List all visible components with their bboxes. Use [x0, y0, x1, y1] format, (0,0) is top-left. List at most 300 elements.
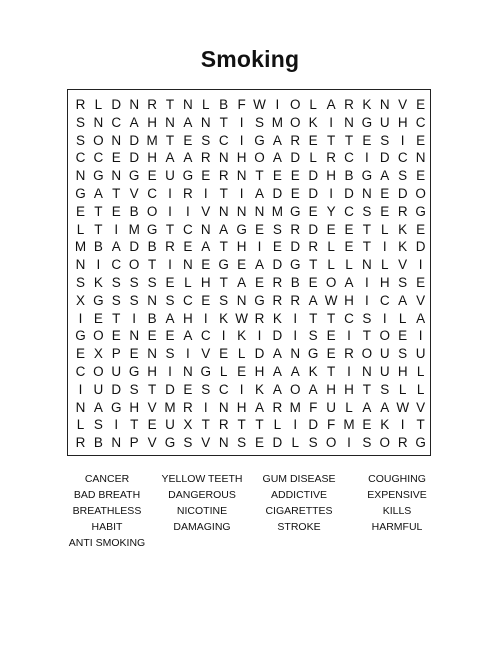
- grid-letter: G: [75, 328, 86, 344]
- grid-row: [68, 415, 430, 434]
- grid-letter: T: [165, 221, 175, 237]
- grid-letter: E: [344, 239, 354, 255]
- grid-letter: B: [147, 239, 157, 255]
- grid-letter: B: [93, 435, 103, 451]
- grid-letter: W: [253, 97, 266, 112]
- grid-letter: R: [75, 435, 86, 451]
- word-list-item: YELLOW TEETH: [161, 473, 243, 485]
- grid-letter: N: [236, 203, 247, 219]
- grid-row: [68, 433, 430, 452]
- grid-letter: W: [235, 310, 248, 326]
- word-list-item: DAMAGING: [173, 521, 231, 533]
- grid-letter: T: [362, 328, 372, 344]
- grid-letter: G: [415, 203, 426, 219]
- grid-letter: T: [219, 239, 228, 255]
- word-list-item: ADDICTIVE: [270, 489, 327, 501]
- grid-letter: H: [129, 399, 140, 415]
- grid-letter: S: [362, 435, 372, 451]
- grid-letter: N: [415, 150, 426, 166]
- grid-letter: I: [203, 310, 208, 326]
- grid-letter: I: [186, 346, 190, 362]
- grid-letter: A: [93, 399, 103, 415]
- grid-letter: S: [111, 275, 121, 290]
- grid-letter: E: [111, 328, 121, 344]
- grid-letter: S: [201, 381, 211, 397]
- grid-letter: A: [416, 310, 426, 326]
- grid-letter: W: [324, 292, 338, 308]
- grid-letter: T: [201, 417, 210, 433]
- grid-letter: H: [344, 292, 354, 308]
- grid-letter: E: [201, 168, 211, 184]
- grid-letter: P: [111, 346, 121, 362]
- grid-letter: N: [218, 150, 229, 166]
- grid-letter: R: [183, 399, 193, 415]
- grid-letter: R: [272, 275, 283, 290]
- grid-letter: N: [111, 168, 122, 184]
- grid-letter: S: [362, 310, 372, 326]
- grid-letter: T: [309, 310, 318, 326]
- grid-letter: G: [75, 186, 86, 201]
- grid-letter: C: [75, 364, 86, 379]
- grid-letter: N: [344, 114, 354, 130]
- grid-letter: G: [415, 435, 426, 451]
- grid-letter: T: [416, 417, 425, 433]
- grid-letter: H: [326, 381, 336, 397]
- word-list-item: ANTI SMOKING: [68, 537, 146, 549]
- grid-letter: L: [381, 257, 389, 273]
- grid-letter: D: [415, 239, 426, 255]
- grid-letter: D: [290, 150, 301, 166]
- grid-letter: A: [254, 257, 264, 273]
- grid-letter: F: [326, 417, 336, 433]
- grid-letter: L: [291, 435, 300, 451]
- grid-letter: R: [397, 203, 408, 219]
- grid-letter: D: [272, 435, 283, 451]
- grid-letter: T: [362, 381, 372, 397]
- grid-letter: L: [398, 310, 407, 326]
- grid-letter: R: [272, 292, 283, 308]
- grid-letter: E: [147, 168, 157, 184]
- grid-letter: I: [114, 417, 119, 433]
- grid-letter: L: [327, 257, 335, 273]
- grid-letter: E: [183, 239, 193, 255]
- grid-letter: S: [398, 275, 408, 290]
- grid-letter: C: [415, 114, 426, 130]
- grid-letter: M: [74, 239, 87, 255]
- grid-letter: E: [237, 257, 247, 273]
- grid-letter: A: [308, 292, 318, 308]
- grid-letter: L: [76, 417, 85, 433]
- grid-letter: I: [382, 310, 387, 326]
- grid-letter: H: [397, 114, 408, 130]
- grid-letter: D: [254, 346, 265, 362]
- grid-letter: H: [236, 150, 247, 166]
- grid-letter: M: [146, 132, 158, 148]
- grid-letter: H: [200, 275, 211, 290]
- grid-letter: K: [219, 310, 229, 326]
- grid-letter: E: [147, 328, 157, 344]
- grid-row: [68, 237, 430, 256]
- grid-letter: E: [254, 221, 264, 237]
- grid-letter: H: [236, 239, 247, 255]
- grid-letter: D: [344, 186, 354, 201]
- grid-letter: N: [75, 399, 86, 415]
- grid-letter: G: [111, 399, 122, 415]
- grid-letter: V: [416, 292, 426, 308]
- grid-letter: G: [254, 292, 265, 308]
- grid-letter: X: [183, 417, 193, 433]
- grid-letter: N: [254, 203, 265, 219]
- grid-letter: H: [236, 399, 247, 415]
- grid-letter: E: [75, 346, 85, 362]
- grid-letter: N: [111, 132, 122, 148]
- grid-letter: E: [380, 186, 390, 201]
- grid-letter: G: [218, 257, 229, 273]
- grid-letter: T: [344, 132, 354, 148]
- grid-letter: E: [147, 417, 157, 433]
- grid-row: [68, 309, 430, 328]
- grid-letter: A: [398, 292, 408, 308]
- grid-letter: D: [397, 186, 408, 201]
- grid-letter: E: [201, 257, 211, 273]
- grid-letter: E: [254, 275, 264, 290]
- grid-letter: G: [254, 132, 265, 148]
- grid-letter: A: [254, 399, 264, 415]
- grid-letter: V: [147, 435, 157, 451]
- grid-letter: G: [146, 221, 158, 237]
- grid-letter: E: [416, 132, 426, 148]
- grid-letter: G: [361, 114, 373, 130]
- grid-letter: E: [308, 203, 318, 219]
- grid-row: [68, 380, 430, 399]
- grid-letter: G: [200, 364, 212, 379]
- grid-letter: N: [147, 346, 157, 362]
- grid-letter: O: [290, 114, 301, 130]
- grid-letter: H: [344, 381, 354, 397]
- grid-letter: S: [75, 275, 85, 290]
- grid-letter: E: [290, 186, 300, 201]
- grid-letter: A: [219, 221, 229, 237]
- grid-letter: M: [289, 399, 301, 415]
- grid-letter: R: [254, 310, 265, 326]
- grid-letter: T: [219, 275, 228, 290]
- grid-letter: A: [165, 310, 175, 326]
- grid-letter: O: [379, 328, 391, 344]
- grid-letter: E: [308, 275, 318, 290]
- grid-letter: D: [272, 257, 283, 273]
- grid-letter: D: [111, 97, 122, 112]
- grid-letter: O: [93, 364, 104, 379]
- grid-letter: T: [326, 310, 336, 326]
- word-list-item: COUGHING: [368, 473, 426, 485]
- grid-letter: V: [129, 186, 139, 201]
- grid-letter: N: [200, 114, 211, 130]
- grid-letter: O: [128, 257, 140, 273]
- grid-letter: N: [111, 435, 122, 451]
- grid-letter: S: [75, 114, 85, 130]
- grid-letter: R: [75, 97, 86, 112]
- grid-letter: A: [254, 186, 264, 201]
- grid-letter: T: [147, 257, 157, 273]
- grid-letter: N: [236, 292, 247, 308]
- grid-letter: T: [130, 417, 139, 433]
- grid-letter: S: [272, 221, 282, 237]
- grid-letter: C: [218, 132, 229, 148]
- word-list-item: DANGEROUS: [168, 489, 236, 501]
- grid-letter: X: [75, 292, 85, 308]
- grid-letter: R: [218, 417, 229, 433]
- grid-letter: C: [183, 292, 193, 308]
- grid-letter: R: [397, 435, 408, 451]
- grid-letter: E: [254, 435, 264, 451]
- grid-letter: A: [290, 364, 300, 379]
- grid-letter: R: [183, 186, 193, 201]
- grid-letter: U: [379, 346, 390, 362]
- grid-letter: D: [308, 221, 319, 237]
- grid-letter: I: [257, 239, 262, 255]
- grid-letter: E: [165, 328, 175, 344]
- grid-letter: T: [326, 364, 336, 379]
- grid-letter: I: [186, 203, 190, 219]
- grid-letter: A: [308, 381, 318, 397]
- grid-letter: A: [380, 399, 390, 415]
- grid-letter: S: [380, 381, 390, 397]
- word-search-grid: [67, 89, 431, 456]
- grid-letter: I: [329, 186, 333, 201]
- grid-letter: N: [183, 364, 193, 379]
- grid-letter: G: [182, 168, 194, 184]
- grid-letter: U: [415, 346, 426, 362]
- grid-letter: A: [183, 328, 193, 344]
- grid-letter: I: [293, 417, 298, 433]
- grid-letter: E: [344, 221, 354, 237]
- grid-letter: S: [165, 346, 175, 362]
- grid-letter: T: [237, 417, 246, 433]
- grid-letter: D: [308, 186, 319, 201]
- grid-letter: R: [218, 168, 229, 184]
- grid-letter: A: [272, 346, 282, 362]
- word-list-item: CANCER: [84, 473, 130, 485]
- grid-letter: D: [111, 381, 122, 397]
- grid-letter: O: [361, 346, 373, 362]
- grid-letter: E: [129, 346, 139, 362]
- grid-letter: L: [416, 364, 425, 379]
- grid-letter: N: [165, 114, 175, 130]
- grid-letter: T: [165, 132, 175, 148]
- grid-letter: I: [400, 417, 405, 433]
- grid-row: [68, 273, 430, 292]
- grid-letter: D: [272, 186, 283, 201]
- grid-letter: E: [308, 132, 318, 148]
- grid-letter: E: [237, 364, 247, 379]
- word-list-item: BREATHLESS: [72, 505, 142, 517]
- grid-letter: C: [344, 310, 354, 326]
- grid-letter: S: [398, 346, 408, 362]
- grid-letter: I: [239, 381, 244, 397]
- grid-letter: H: [326, 168, 336, 184]
- grid-letter: L: [345, 399, 353, 415]
- grid-letter: K: [308, 364, 318, 379]
- grid-row: [68, 202, 430, 221]
- grid-letter: E: [201, 292, 211, 308]
- grid-letter: A: [129, 114, 139, 130]
- grid-letter: E: [326, 346, 336, 362]
- grid-letter: V: [398, 97, 408, 112]
- grid-letter: G: [93, 168, 104, 184]
- grid-letter: D: [165, 381, 175, 397]
- grid-letter: T: [362, 239, 372, 255]
- grid-letter: E: [362, 417, 372, 433]
- grid-letter: E: [326, 221, 336, 237]
- grid-letter: I: [347, 364, 351, 379]
- puzzle-title: Smoking: [200, 46, 300, 72]
- grid-letter: R: [200, 150, 211, 166]
- grid-letter: V: [201, 435, 211, 451]
- grid-letter: S: [75, 132, 85, 148]
- word-list-item: KILLS: [382, 505, 412, 517]
- grid-letter: G: [290, 203, 301, 219]
- grid-letter: A: [272, 150, 282, 166]
- grid-letter: T: [94, 203, 103, 219]
- grid-letter: I: [347, 328, 351, 344]
- grid-letter: G: [93, 292, 104, 308]
- grid-letter: S: [308, 435, 318, 451]
- grid-letter: I: [293, 310, 298, 326]
- grid-letter: S: [129, 275, 139, 290]
- grid-letter: C: [218, 381, 229, 397]
- grid-letter: A: [237, 275, 247, 290]
- grid-letter: U: [165, 168, 175, 184]
- grid-letter: K: [380, 417, 390, 433]
- grid-row: [68, 184, 430, 203]
- grid-letter: O: [379, 435, 391, 451]
- grid-letter: E: [362, 132, 372, 148]
- grid-letter: A: [344, 275, 354, 290]
- grid-letter: O: [325, 435, 337, 451]
- grid-letter: E: [183, 132, 193, 148]
- grid-letter: R: [326, 150, 336, 166]
- grid-letter: C: [75, 150, 86, 166]
- grid-letter: L: [76, 221, 85, 237]
- grid-letter: N: [129, 97, 140, 112]
- grid-letter: F: [237, 97, 246, 112]
- grid-letter: A: [201, 239, 211, 255]
- grid-letter: U: [379, 114, 390, 130]
- grid-letter: S: [380, 132, 390, 148]
- grid-letter: S: [398, 168, 408, 184]
- grid-letter: N: [183, 257, 193, 273]
- grid-letter: O: [93, 132, 104, 148]
- grid-letter: E: [398, 328, 408, 344]
- grid-row: [68, 326, 430, 345]
- grid-letter: E: [111, 203, 121, 219]
- grid-letter: A: [111, 239, 121, 255]
- grid-letter: R: [290, 132, 301, 148]
- grid-letter: O: [93, 328, 104, 344]
- grid-letter: H: [147, 364, 157, 379]
- grid-letter: G: [290, 257, 301, 273]
- grid-letter: E: [326, 328, 336, 344]
- grid-letter: S: [93, 417, 103, 433]
- grid-letter: L: [398, 381, 407, 397]
- grid-letter: B: [147, 310, 157, 326]
- grid-letter: I: [96, 257, 101, 273]
- grid-letter: G: [128, 364, 140, 379]
- grid-letter: I: [114, 221, 119, 237]
- grid-letter: D: [290, 239, 301, 255]
- grid-letter: T: [112, 310, 121, 326]
- grid-letter: I: [168, 257, 172, 273]
- grid-letter: B: [344, 168, 354, 184]
- grid-letter: D: [272, 328, 283, 344]
- grid-letter: V: [416, 399, 426, 415]
- grid-letter: S: [237, 435, 247, 451]
- grid-letter: D: [308, 168, 319, 184]
- grid-letter: H: [147, 150, 157, 166]
- grid-letter: O: [325, 275, 337, 290]
- grid-letter: A: [380, 168, 390, 184]
- grid-row: [68, 398, 430, 417]
- grid-letter: T: [309, 257, 318, 273]
- grid-letter: I: [418, 328, 423, 344]
- grid-letter: I: [203, 186, 208, 201]
- grid-letter: A: [272, 132, 282, 148]
- grid-letter: T: [112, 186, 121, 201]
- grid-letter: N: [129, 328, 140, 344]
- grid-letter: E: [416, 221, 426, 237]
- grid-letter: I: [132, 310, 137, 326]
- grid-letter: E: [165, 275, 175, 290]
- grid-letter: C: [397, 150, 408, 166]
- word-list-item: STROKE: [277, 521, 321, 533]
- grid-letter: N: [200, 221, 211, 237]
- grid-letter: G: [128, 168, 140, 184]
- grid-letter: R: [290, 221, 301, 237]
- word-list-item: EXPENSIVE: [367, 489, 427, 501]
- grid-letter: L: [416, 381, 425, 397]
- grid-letter: N: [362, 257, 372, 273]
- grid-letter: M: [343, 417, 355, 433]
- grid-letter: L: [381, 221, 389, 237]
- grid-letter: O: [290, 381, 301, 397]
- grid-letter: K: [254, 381, 264, 397]
- grid-letter: L: [273, 417, 282, 433]
- grid-letter: I: [418, 257, 423, 273]
- grid-row: [68, 95, 430, 114]
- grid-letter: L: [219, 364, 228, 379]
- grid-letter: T: [219, 186, 228, 201]
- grid-row: [68, 131, 430, 150]
- grid-letter: D: [129, 239, 140, 255]
- grid-letter: K: [93, 275, 103, 290]
- word-list-item: HARMFUL: [371, 521, 423, 533]
- grid-letter: C: [379, 292, 390, 308]
- grid-letter: N: [75, 168, 86, 184]
- grid-letter: U: [165, 417, 175, 433]
- grid-letter: B: [219, 97, 229, 112]
- grid-letter: E: [290, 168, 300, 184]
- grid-letter: H: [379, 275, 390, 290]
- grid-letter: A: [183, 150, 193, 166]
- grid-letter: U: [379, 364, 390, 379]
- grid-letter: I: [239, 132, 244, 148]
- grid-letter: N: [218, 399, 229, 415]
- grid-letter: E: [272, 239, 282, 255]
- grid-letter: N: [236, 168, 247, 184]
- grid-letter: U: [326, 399, 336, 415]
- grid-letter: M: [271, 203, 284, 219]
- grid-letter: L: [327, 239, 335, 255]
